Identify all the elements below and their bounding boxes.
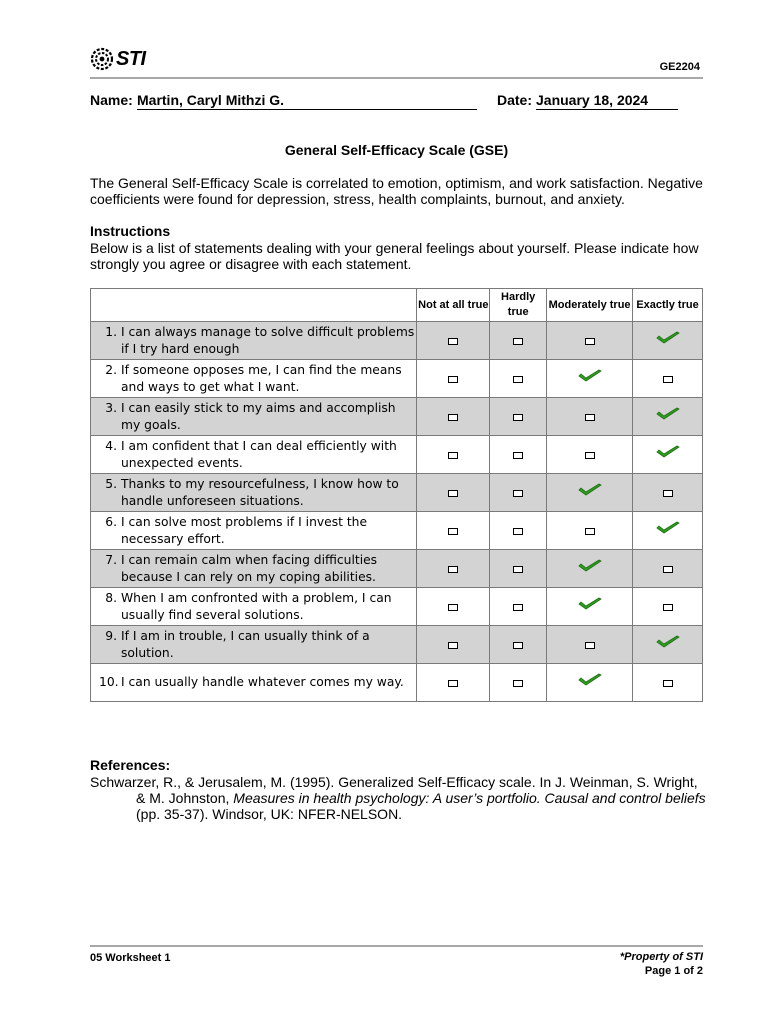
checkbox-empty-icon[interactable] — [513, 528, 523, 535]
checkbox-empty-icon[interactable] — [513, 452, 523, 459]
references-heading: References: — [90, 757, 171, 773]
reference-book-title: Measures in health psychology: A user’s portfolio. Causal and control beliefs — [233, 790, 706, 806]
checkbox-empty-icon[interactable] — [585, 528, 595, 535]
course-code: GE2204 — [659, 61, 700, 73]
column-header: Hardly true — [490, 289, 547, 322]
rating-cell[interactable] — [417, 588, 490, 626]
rating-cell[interactable] — [417, 512, 490, 550]
checkbox-empty-icon[interactable] — [513, 338, 523, 345]
statement-number: 5. — [105, 476, 117, 491]
checkbox-empty-icon[interactable] — [585, 642, 595, 649]
statement-cell — [91, 512, 417, 550]
checkbox-empty-icon[interactable] — [448, 452, 458, 459]
rating-cell[interactable] — [633, 626, 703, 664]
checkbox-empty-icon[interactable] — [448, 604, 458, 611]
column-header: Moderately true — [547, 289, 633, 322]
rating-cell[interactable] — [490, 436, 547, 474]
rating-cell[interactable] — [490, 398, 547, 436]
statement-number: 3. — [105, 400, 117, 415]
table-row — [91, 322, 703, 360]
rating-cell[interactable] — [633, 512, 703, 550]
check-icon — [656, 635, 680, 649]
statement-text: I can solve most problems if I invest the necessary effort. — [121, 514, 368, 546]
rating-cell[interactable] — [547, 360, 633, 398]
statement-number: 1. — [105, 324, 117, 339]
statement-cell — [91, 322, 417, 360]
rating-cell[interactable] — [547, 588, 633, 626]
checkbox-empty-icon[interactable] — [513, 680, 523, 687]
reference-authors: & M. Johnston, — [136, 790, 234, 806]
statement-text: When I am confronted with a problem, I can usually find several solutions. — [121, 590, 392, 622]
gse-table — [90, 288, 703, 702]
intro-paragraph: The General Self-Efficacy Scale is correlated to emotion, optimism, and work satisfaction. Negative coefficients were found for depression, stress, health complaints, burnout, and anxiety. — [90, 175, 703, 207]
table-row — [91, 588, 703, 626]
rating-cell[interactable] — [547, 474, 633, 512]
checkbox-empty-icon[interactable] — [663, 490, 673, 497]
instructions-heading: Instructions — [90, 223, 171, 239]
checkbox-empty-icon[interactable] — [585, 452, 595, 459]
rating-cell[interactable] — [490, 588, 547, 626]
statement-number: 2. — [105, 362, 117, 377]
statement-number: 10. — [99, 675, 119, 689]
rating-cell[interactable] — [417, 322, 490, 360]
statement-text: If someone opposes me, I can find the means and ways to get what I want. — [121, 362, 402, 394]
footer-divider — [90, 945, 703, 947]
rating-cell[interactable] — [490, 474, 547, 512]
checkbox-empty-icon[interactable] — [513, 490, 523, 497]
header-divider — [90, 77, 703, 79]
rating-cell[interactable] — [633, 664, 703, 702]
checkbox-empty-icon[interactable] — [663, 680, 673, 687]
table-row — [91, 626, 703, 664]
statement-number: 7. — [105, 552, 117, 567]
statement-text: I can usually handle whatever comes my way. — [121, 675, 404, 689]
statement-number: 8. — [105, 590, 117, 605]
logo-text: STI — [116, 47, 146, 70]
statement-cell — [91, 398, 417, 436]
rating-cell[interactable] — [417, 360, 490, 398]
document-title: General Self-Efficacy Scale (GSE) — [284, 142, 509, 158]
table-row — [91, 474, 703, 512]
statement-text: Thanks to my resourcefulness, I know how to handle unforeseen situations. — [121, 476, 399, 508]
statement-cell — [91, 664, 417, 702]
rating-cell[interactable] — [417, 474, 490, 512]
rating-cell[interactable] — [633, 322, 703, 360]
table-row — [91, 550, 703, 588]
rating-cell[interactable] — [547, 550, 633, 588]
checkbox-empty-icon[interactable] — [448, 490, 458, 497]
sti-logo — [90, 46, 146, 72]
rating-cell[interactable] — [547, 398, 633, 436]
rating-cell[interactable] — [417, 664, 490, 702]
table-row — [91, 664, 703, 702]
check-icon — [578, 673, 602, 687]
checkbox-empty-icon[interactable] — [448, 566, 458, 573]
statement-cell — [91, 626, 417, 664]
check-icon — [578, 559, 602, 573]
statement-cell — [91, 436, 417, 474]
rating-cell[interactable] — [490, 512, 547, 550]
table-body — [91, 322, 703, 702]
rating-cell[interactable] — [547, 436, 633, 474]
table-header-row — [91, 289, 703, 322]
table-row — [91, 436, 703, 474]
rating-cell[interactable] — [490, 550, 547, 588]
statement-cell — [91, 588, 417, 626]
rating-cell[interactable] — [633, 360, 703, 398]
checkbox-empty-icon[interactable] — [513, 414, 523, 421]
statement-text: I can remain calm when facing difficulties because I can rely on my coping abilities. — [121, 552, 378, 584]
checkbox-empty-icon[interactable] — [448, 528, 458, 535]
rating-cell[interactable] — [417, 626, 490, 664]
rating-cell[interactable] — [547, 664, 633, 702]
check-icon — [578, 597, 602, 611]
footer-page-number: Page 1 of 2 — [644, 965, 703, 977]
checkbox-empty-icon[interactable] — [448, 680, 458, 687]
statement-text: I can always manage to solve difficult problems if I try hard enough — [121, 324, 415, 356]
reference-line — [90, 790, 710, 806]
statement-cell — [91, 360, 417, 398]
check-icon — [656, 445, 680, 459]
checkbox-empty-icon[interactable] — [585, 414, 595, 421]
footer-worksheet-label: 05 Worksheet 1 — [90, 952, 171, 964]
checkbox-empty-icon[interactable] — [663, 604, 673, 611]
rating-cell[interactable] — [547, 512, 633, 550]
statement-number: 6. — [105, 514, 117, 529]
checkbox-empty-icon[interactable] — [448, 642, 458, 649]
checkbox-empty-icon[interactable] — [448, 338, 458, 345]
rating-cell[interactable] — [417, 436, 490, 474]
rating-cell[interactable] — [490, 626, 547, 664]
checkbox-empty-icon[interactable] — [513, 566, 523, 573]
check-icon — [578, 483, 602, 497]
table-row — [91, 360, 703, 398]
checkbox-empty-icon[interactable] — [513, 642, 523, 649]
check-icon — [656, 407, 680, 421]
check-icon — [578, 369, 602, 383]
checkbox-empty-icon[interactable] — [663, 566, 673, 573]
statement-text: I can easily stick to my aims and accomplish my goals. — [121, 400, 396, 432]
table-row — [91, 512, 703, 550]
column-header: Not at all true — [417, 289, 490, 322]
table-row — [91, 398, 703, 436]
check-icon — [656, 331, 680, 345]
rating-cell[interactable] — [633, 550, 703, 588]
checkbox-empty-icon[interactable] — [513, 604, 523, 611]
reference-line: (pp. 35-37). Windsor, UK: NFER-NELSON. — [136, 806, 403, 822]
name-field: Martin, Caryl Mithzi G. — [137, 92, 477, 110]
checkbox-empty-icon[interactable] — [448, 414, 458, 421]
statement-text: I am confident that I can deal efficiently with unexpected events. — [121, 438, 397, 470]
date-label: Date: — [497, 92, 533, 108]
checkbox-empty-icon[interactable] — [513, 376, 523, 383]
rating-cell[interactable] — [547, 626, 633, 664]
checkbox-empty-icon[interactable] — [663, 376, 673, 383]
rating-cell[interactable] — [417, 398, 490, 436]
statement-cell — [91, 550, 417, 588]
statement-cell — [91, 474, 417, 512]
rating-cell[interactable] — [633, 474, 703, 512]
rating-cell[interactable] — [490, 360, 547, 398]
rating-cell[interactable] — [633, 588, 703, 626]
rating-cell[interactable] — [633, 436, 703, 474]
rating-cell[interactable] — [490, 664, 547, 702]
statement-column-header — [91, 289, 417, 322]
checkbox-empty-icon[interactable] — [448, 376, 458, 383]
statement-number: 4. — [105, 438, 117, 453]
globe-logo-icon — [90, 47, 114, 71]
checkbox-empty-icon[interactable] — [585, 338, 595, 345]
statement-text: If I am in trouble, I can usually think of a solution. — [121, 628, 370, 660]
statement-number: 9. — [105, 628, 117, 643]
reference-line: Schwarzer, R., & Jerusalem, M. (1995). Generalized Self-Efficacy scale. In J. Weinman, S. Wright, — [90, 774, 698, 790]
rating-cell[interactable] — [633, 398, 703, 436]
date-field: January 18, 2024 — [536, 92, 678, 110]
reference-entry — [90, 774, 710, 822]
check-icon — [656, 521, 680, 535]
column-header: Exactly true — [633, 289, 703, 322]
instructions-body: Below is a list of statements dealing with your general feelings about yourself. Please indicate how strongly you agree or disagree with each statement. — [90, 240, 699, 272]
rating-cell[interactable] — [417, 550, 490, 588]
rating-cell[interactable] — [490, 322, 547, 360]
rating-cell[interactable] — [547, 322, 633, 360]
name-label: Name: — [90, 92, 133, 108]
footer-property: *Property of STI — [619, 951, 703, 963]
